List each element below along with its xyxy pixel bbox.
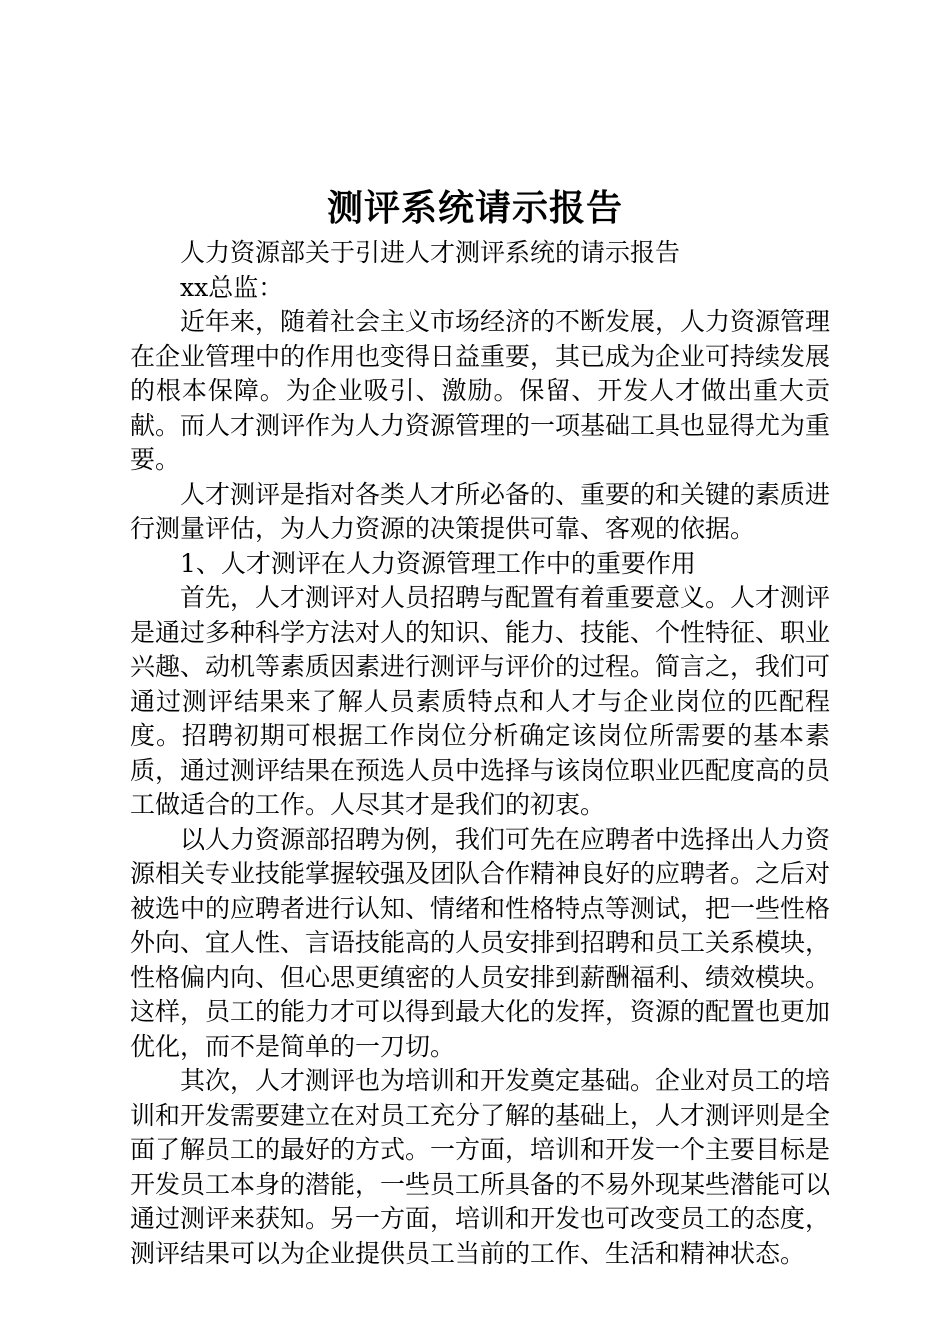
paragraph-definition: 人才测评是指对各类人才所必备的、重要的和关键的素质进行测量评估，为人力资源的决策提供可靠、客观的依据。: [130, 479, 831, 543]
paragraph-training: 其次，人才测评也为培训和开发奠定基础。企业对员工的培训和开发需要建立在对员工充分了解的基础上，人才测评则是全面了解员工的最好的方式。一方面，培训和开发一个主要目标是开发员工本身的潜能，一些员工所具备的不易外现某些潜能可以通过测评来获知。另一方面，培训和开发也可改变员工的态度，测评结果可以为企业提供员工当前的工作、生活和精神状态。: [130, 1066, 831, 1268]
paragraph-intro: 近年来，随着社会主义市场经济的不断发展，人力资源管理在企业管理中的作用也变得日益重要，其已成为企业可持续发展的根本保障。为企业吸引、激励。保留、开发人才做出重大贡献。而人才测评作为人力资源管理的一项基础工具也显得尤为重要。: [130, 307, 831, 474]
document-title: 测评系统请示报告: [326, 187, 623, 229]
paragraph-example: 以人力资源部招聘为例，我们可先在应聘者中选择出人力资源相关专业技能掌握较强及团队合作精神良好的应聘者。之后对被选中的应聘者进行认知、情绪和性格特点等测试，把一些性格外向、宜人性、言语技能高的人员安排到招聘和员工关系模块，性格偏内向、但心思更缜密的人员安排到薪酬福利、绩效模块。这样，员工的能力才可以得到最大化的发挥，资源的配置也更加优化，而不是简单的一刀切。: [130, 824, 831, 1061]
section-heading: 1、人才测评在人力资源管理工作中的重要作用: [180, 548, 696, 578]
salutation: xx总监：: [180, 272, 284, 302]
paragraph-recruitment: 首先，人才测评对人员招聘与配置有着重要意义。人才测评是通过多种科学方法对人的知识、能力、技能、个性特征、职业兴趣、动机等素质因素进行测评与评价的过程。简言之，我们可通过测评结果来了解人员素质特点和人才与企业岗位的匹配程度。招聘初期可根据工作岗位分析确定该岗位所需要的基本素质，通过测评结果在预选人员中选择与该岗位职业匹配度高的员工做适合的工作。人尽其才是我们的初衷。: [130, 583, 831, 819]
document-body: [130, 236, 830, 1271]
document-subtitle: 人力资源部关于引进人才测评系统的请示报告: [180, 238, 681, 267]
